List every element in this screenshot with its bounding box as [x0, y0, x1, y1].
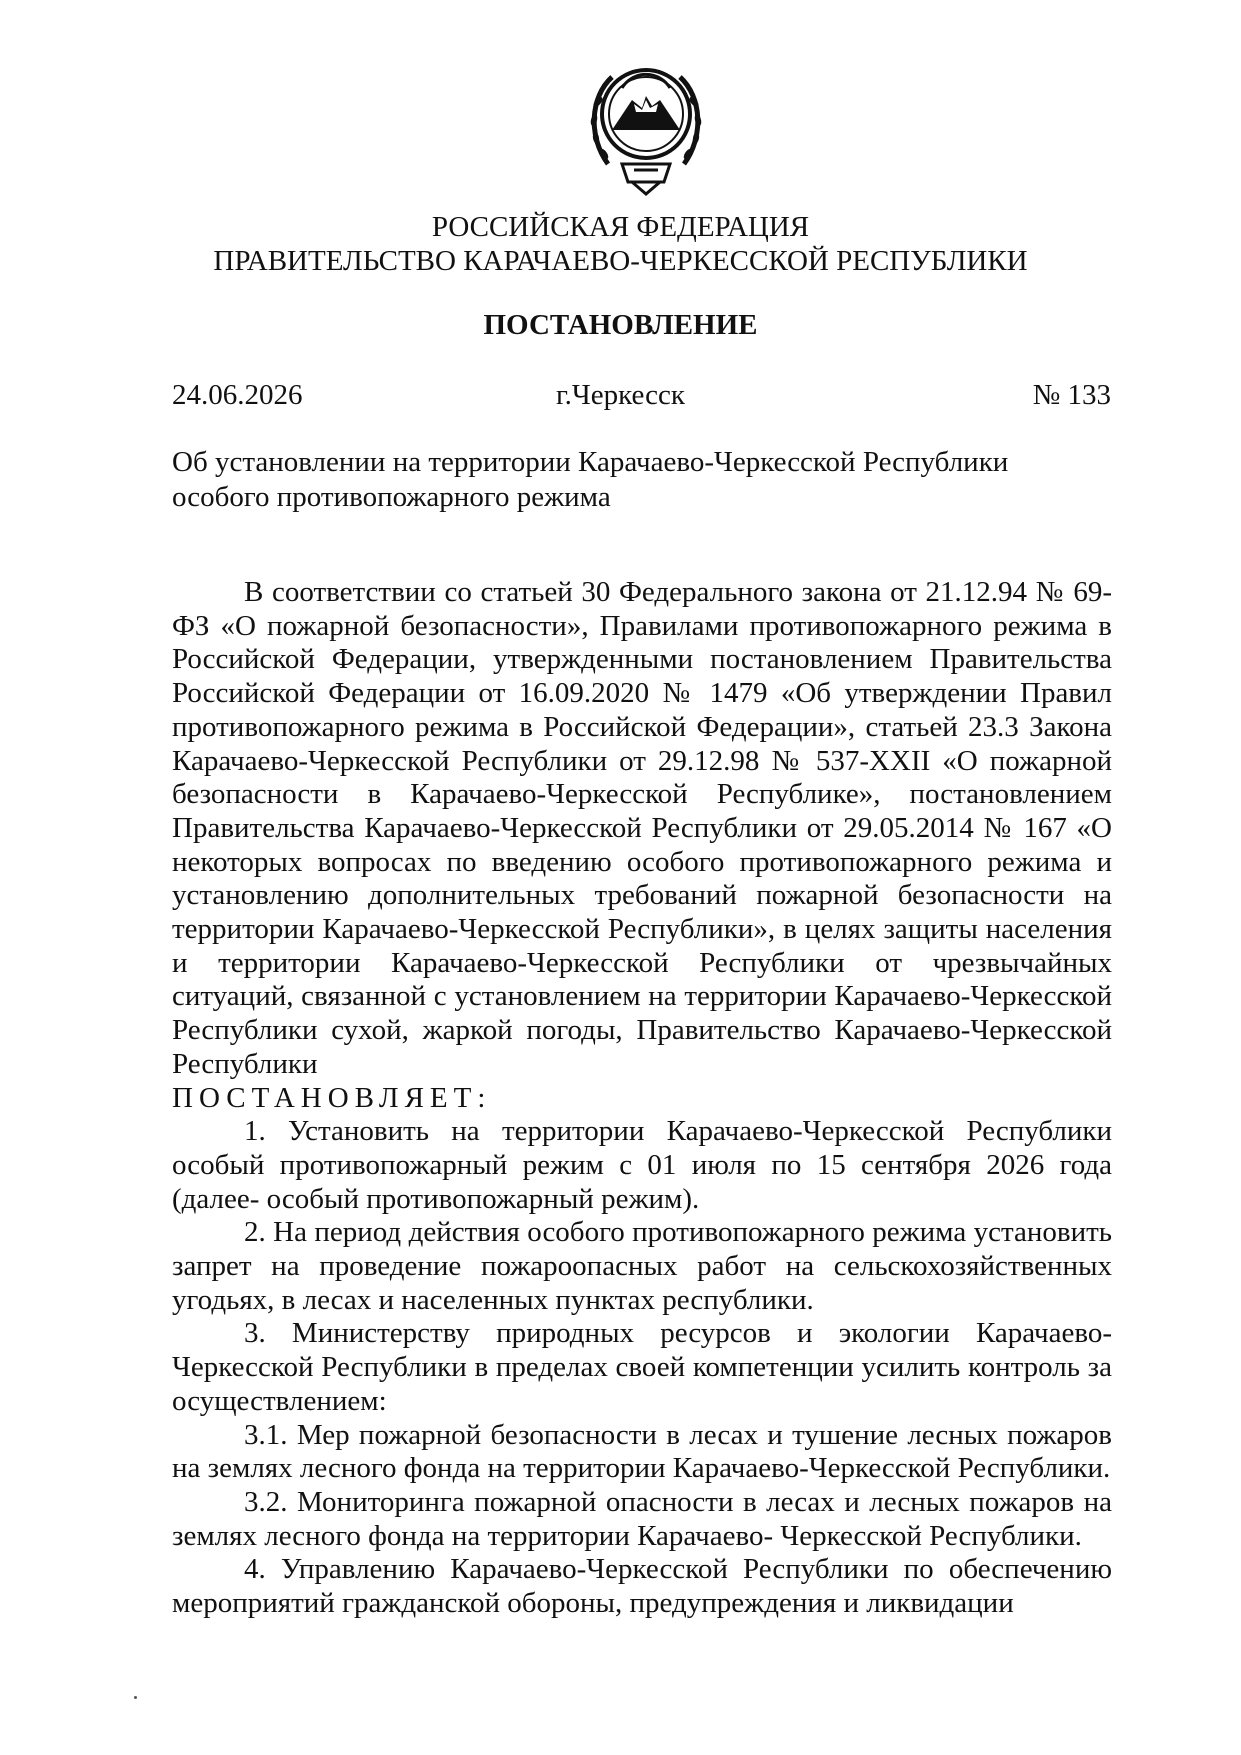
document-body — [172, 576, 1112, 1621]
document-subject: Об установлении на территории Карачаево-Черкесской Республики особого противопожарного режима — [172, 446, 1009, 513]
scan-speck — [134, 1696, 137, 1699]
paragraph-item-2: 2. На период действия особого противопожарного режима установить запрет на проведение пожароопасных работ на сельскохозяйственных угодьях, в лесах и населенных пунктах республики. — [172, 1216, 1112, 1316]
coat-of-arms-icon — [582, 52, 710, 202]
paragraph-preamble: В соответствии со статьей 30 Федерального закона от 21.12.94 № 69-ФЗ «О пожарной безопасности», Правилами противопожарного режима в Российской Федерации, утвержденными постановлением Правительства Российской Федерации от 16.09.2020 № 1479 «Об утверждении Правил противопожарного режима в Российской Федерации», статьей 23.3 Закона Карачаево-Черкесской Республики от 29.12.98 № 537-XXII «О пожарной безопасности в Карачаево-Черкесской Республике», постановлением Правительства Карачаево-Черкесской Республики от 29.05.2014 № 167 «О некоторых вопросах по введению особого противопожарного режима и установлению дополнительных требований пожарной безопасности на территории Карачаево-Черкесской Республики», в целях защиты населения и территории Карачаево-Черкесской Республики от чрезвычайных ситуаций, связанной с установлением на территории Карачаево-Черкесской Республики сухой, жаркой погоды, Правительство Карачаево-Черкесской Республики — [172, 576, 1112, 1080]
paragraph-item-4: 4. Управлению Карачаево-Черкесской Республики по обеспечению мероприятий гражданской обороны, предупреждения и ликвидации — [172, 1553, 1112, 1620]
paragraph-item-1: 1. Установить на территории Карачаево-Черкесской Республики особый противопожарный режим с 01 июля по 15 сентября 2026 года (далее- особый противопожарный режим). — [172, 1115, 1112, 1215]
document-date: 24.06.2026 — [172, 379, 303, 411]
header-government: ПРАВИТЕЛЬСТВО КАРАЧАЕВО-ЧЕРКЕССКОЙ РЕСПУБЛИКИ — [213, 245, 1028, 277]
paragraph-item-3-2: 3.2. Мониторинга пожарной опасности в лесах и лесных пожаров на землях лесного фонда на территории Карачаево- Черкесской Республики. — [172, 1485, 1112, 1552]
paragraph-item-3: 3. Министерству природных ресурсов и экологии Карачаево-Черкесской Республики в пределах своей компетенции усилить контроль за осуществлением: — [172, 1317, 1112, 1417]
header-country: РОССИЙСКАЯ ФЕДЕРАЦИЯ — [431, 211, 810, 243]
paragraph-item-3-1: 3.1. Мер пожарной безопасности в лесах и тушение лесных пожаров на землях лесного фонда на территории Карачаево-Черкесской Республики. — [172, 1418, 1112, 1485]
document-city: г.Черкесск — [556, 379, 685, 411]
document-type-title: ПОСТАНОВЛЕНИЕ — [483, 309, 758, 341]
document-number: № 133 — [1032, 379, 1111, 411]
paragraph-decree: ПОСТАНОВЛЯЕТ: — [172, 1081, 492, 1114]
